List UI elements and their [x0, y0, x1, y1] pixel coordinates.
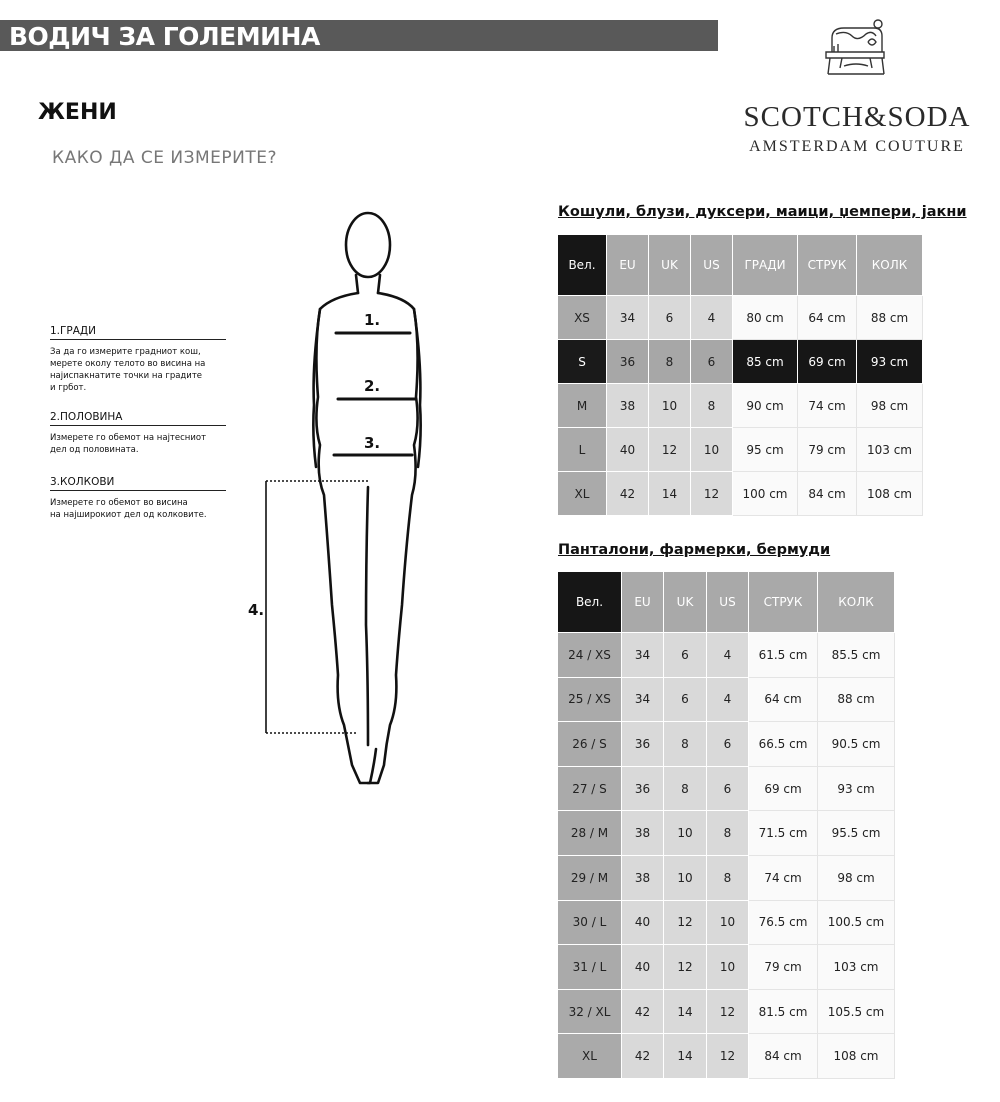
- table-row: [558, 340, 923, 384]
- pants-header-cell: EU: [622, 572, 664, 633]
- table-row: [558, 296, 923, 340]
- table-cell: 74 cm: [749, 855, 818, 900]
- table-cell: 38: [622, 811, 664, 856]
- table-cell: S: [558, 340, 607, 384]
- table-cell: 88 cm: [857, 296, 923, 340]
- pants-header-cell: СТРУК: [749, 572, 818, 633]
- table-row: [558, 900, 895, 945]
- table-cell: 42: [607, 472, 649, 516]
- table-cell: 42: [622, 989, 664, 1034]
- table-cell: 8: [691, 384, 733, 428]
- table-cell: 14: [664, 989, 707, 1034]
- table-cell: 34: [622, 633, 664, 678]
- instruction-text: За да го измерите градниот кош, мерете околу телото во висина на најиспакнатите точки на градите и грбот.: [50, 347, 206, 393]
- table-cell: 38: [622, 855, 664, 900]
- table-cell: 69 cm: [749, 766, 818, 811]
- instruction-hips: [50, 476, 226, 521]
- table-cell: 8: [664, 766, 707, 811]
- tops-table-title: Кошули, блузи, дуксери, маици, џемпери, јакни: [558, 204, 967, 220]
- tops-header-row: [558, 235, 923, 296]
- table-cell: 103 cm: [857, 428, 923, 472]
- pants-header-cell: Вел.: [558, 572, 622, 633]
- table-cell: XS: [558, 296, 607, 340]
- pants-table-body: [558, 572, 895, 1079]
- table-cell: 64 cm: [749, 677, 818, 722]
- figure-label-1: 1.: [364, 311, 381, 329]
- table-cell: 6: [664, 677, 707, 722]
- tops-header-cell: Вел.: [558, 235, 607, 296]
- table-cell: 36: [607, 340, 649, 384]
- table-row: [558, 811, 895, 856]
- table-cell: 80 cm: [733, 296, 798, 340]
- tops-header-cell: КОЛК: [857, 235, 923, 296]
- table-row: [558, 855, 895, 900]
- table-cell: 76.5 cm: [749, 900, 818, 945]
- table-cell: 12: [664, 900, 707, 945]
- table-cell: XL: [558, 472, 607, 516]
- table-cell: 95.5 cm: [818, 811, 895, 856]
- table-cell: 4: [691, 296, 733, 340]
- page-title: ВОДИЧ ЗА ГОЛЕМИНА: [9, 22, 320, 51]
- table-cell: 71.5 cm: [749, 811, 818, 856]
- figure-label-4: 4.: [248, 601, 265, 619]
- table-cell: 93 cm: [818, 766, 895, 811]
- table-cell: 40: [622, 900, 664, 945]
- instruction-text: Измерете го обемот во висина на најширокиот дел од колковите.: [50, 498, 207, 520]
- table-cell: 12: [649, 428, 691, 472]
- table-cell: 10: [664, 811, 707, 856]
- table-cell: 100 cm: [733, 472, 798, 516]
- brand-name: SCOTCH&SODA: [743, 101, 971, 133]
- table-cell: 100.5 cm: [818, 900, 895, 945]
- table-cell: 81.5 cm: [749, 989, 818, 1034]
- instruction-heading: 1.ГРАДИ: [50, 325, 226, 340]
- table-cell: 90.5 cm: [818, 722, 895, 767]
- table-cell: 4: [707, 677, 749, 722]
- tops-header-cell: СТРУК: [798, 235, 857, 296]
- table-cell: 27 / S: [558, 766, 622, 811]
- instruction-heading: 2.ПОЛОВИНА: [50, 411, 226, 426]
- table-row: [558, 633, 895, 678]
- table-cell: 93 cm: [857, 340, 923, 384]
- table-row: [558, 945, 895, 990]
- table-cell: 103 cm: [818, 945, 895, 990]
- table-cell: 10: [691, 428, 733, 472]
- pants-header-cell: КОЛК: [818, 572, 895, 633]
- table-cell: 34: [622, 677, 664, 722]
- table-cell: 12: [707, 989, 749, 1034]
- table-cell: 24 / XS: [558, 633, 622, 678]
- table-cell: 84 cm: [749, 1034, 818, 1079]
- table-cell: 10: [707, 945, 749, 990]
- table-cell: 36: [622, 766, 664, 811]
- table-cell: 42: [622, 1034, 664, 1079]
- tops-header-cell: ГРАДИ: [733, 235, 798, 296]
- table-row: [558, 722, 895, 767]
- instruction-heading: 3.КОЛКОВИ: [50, 476, 226, 491]
- table-row: [558, 1034, 895, 1079]
- body-figure-illustration: [240, 205, 440, 795]
- title-bar: [0, 20, 718, 51]
- section-title: ЖЕНИ: [38, 100, 117, 125]
- table-row: [558, 384, 923, 428]
- table-cell: 40: [607, 428, 649, 472]
- table-cell: 6: [664, 633, 707, 678]
- brand-logo: [722, 100, 992, 156]
- table-row: [558, 677, 895, 722]
- table-cell: 25 / XS: [558, 677, 622, 722]
- table-cell: 90 cm: [733, 384, 798, 428]
- table-cell: 38: [607, 384, 649, 428]
- table-cell: 98 cm: [818, 855, 895, 900]
- table-cell: 12: [664, 945, 707, 990]
- table-cell: 88 cm: [818, 677, 895, 722]
- tops-header-cell: US: [691, 235, 733, 296]
- table-cell: 98 cm: [857, 384, 923, 428]
- table-cell: 79 cm: [798, 428, 857, 472]
- table-cell: 8: [649, 340, 691, 384]
- instruction-bust: [50, 325, 226, 394]
- table-cell: 8: [707, 855, 749, 900]
- table-cell: 10: [664, 855, 707, 900]
- table-cell: 36: [622, 722, 664, 767]
- table-cell: 31 / L: [558, 945, 622, 990]
- table-cell: 8: [707, 811, 749, 856]
- table-cell: 6: [707, 722, 749, 767]
- table-cell: 10: [707, 900, 749, 945]
- instruction-waist: [50, 411, 226, 456]
- pants-header-row: [558, 572, 895, 633]
- table-row: [558, 989, 895, 1034]
- table-cell: 14: [664, 1034, 707, 1079]
- table-cell: 28 / M: [558, 811, 622, 856]
- table-row: [558, 428, 923, 472]
- figure-label-3: 3.: [364, 434, 381, 452]
- pants-size-table: [557, 571, 895, 1079]
- table-cell: 10: [649, 384, 691, 428]
- tops-size-table: [557, 234, 923, 516]
- table-cell: 4: [707, 633, 749, 678]
- table-cell: 26 / S: [558, 722, 622, 767]
- table-cell: 64 cm: [798, 296, 857, 340]
- table-cell: 6: [707, 766, 749, 811]
- pants-header-cell: US: [707, 572, 749, 633]
- table-cell: 61.5 cm: [749, 633, 818, 678]
- table-cell: 69 cm: [798, 340, 857, 384]
- table-cell: 105.5 cm: [818, 989, 895, 1034]
- table-cell: 12: [707, 1034, 749, 1079]
- table-cell: 40: [622, 945, 664, 990]
- table-cell: 95 cm: [733, 428, 798, 472]
- table-cell: M: [558, 384, 607, 428]
- table-cell: 14: [649, 472, 691, 516]
- table-cell: 108 cm: [818, 1034, 895, 1079]
- table-cell: 85 cm: [733, 340, 798, 384]
- how-to-measure-subtitle: КАКО ДА СЕ ИЗМЕРИТЕ?: [52, 148, 278, 168]
- table-cell: 85.5 cm: [818, 633, 895, 678]
- pants-table-title: Панталони, фармерки, бермуди: [558, 542, 831, 558]
- table-cell: L: [558, 428, 607, 472]
- sewing-machine-icon: [822, 18, 892, 76]
- table-cell: 108 cm: [857, 472, 923, 516]
- table-cell: 29 / M: [558, 855, 622, 900]
- tops-header-cell: UK: [649, 235, 691, 296]
- table-row: [558, 766, 895, 811]
- table-cell: 32 / XL: [558, 989, 622, 1034]
- table-cell: 66.5 cm: [749, 722, 818, 767]
- instruction-text: Измерете го обемот на најтесниот дел од половината.: [50, 433, 207, 455]
- table-row: [558, 472, 923, 516]
- table-cell: 6: [649, 296, 691, 340]
- table-cell: 74 cm: [798, 384, 857, 428]
- table-cell: 84 cm: [798, 472, 857, 516]
- table-cell: 79 cm: [749, 945, 818, 990]
- table-cell: 34: [607, 296, 649, 340]
- tops-header-cell: EU: [607, 235, 649, 296]
- tops-table-body: [558, 235, 923, 516]
- table-cell: XL: [558, 1034, 622, 1079]
- table-cell: 30 / L: [558, 900, 622, 945]
- table-cell: 8: [664, 722, 707, 767]
- pants-header-cell: UK: [664, 572, 707, 633]
- brand-tagline: AMSTERDAM COUTURE: [749, 138, 965, 155]
- figure-label-2: 2.: [364, 377, 381, 395]
- table-cell: 12: [691, 472, 733, 516]
- table-cell: 6: [691, 340, 733, 384]
